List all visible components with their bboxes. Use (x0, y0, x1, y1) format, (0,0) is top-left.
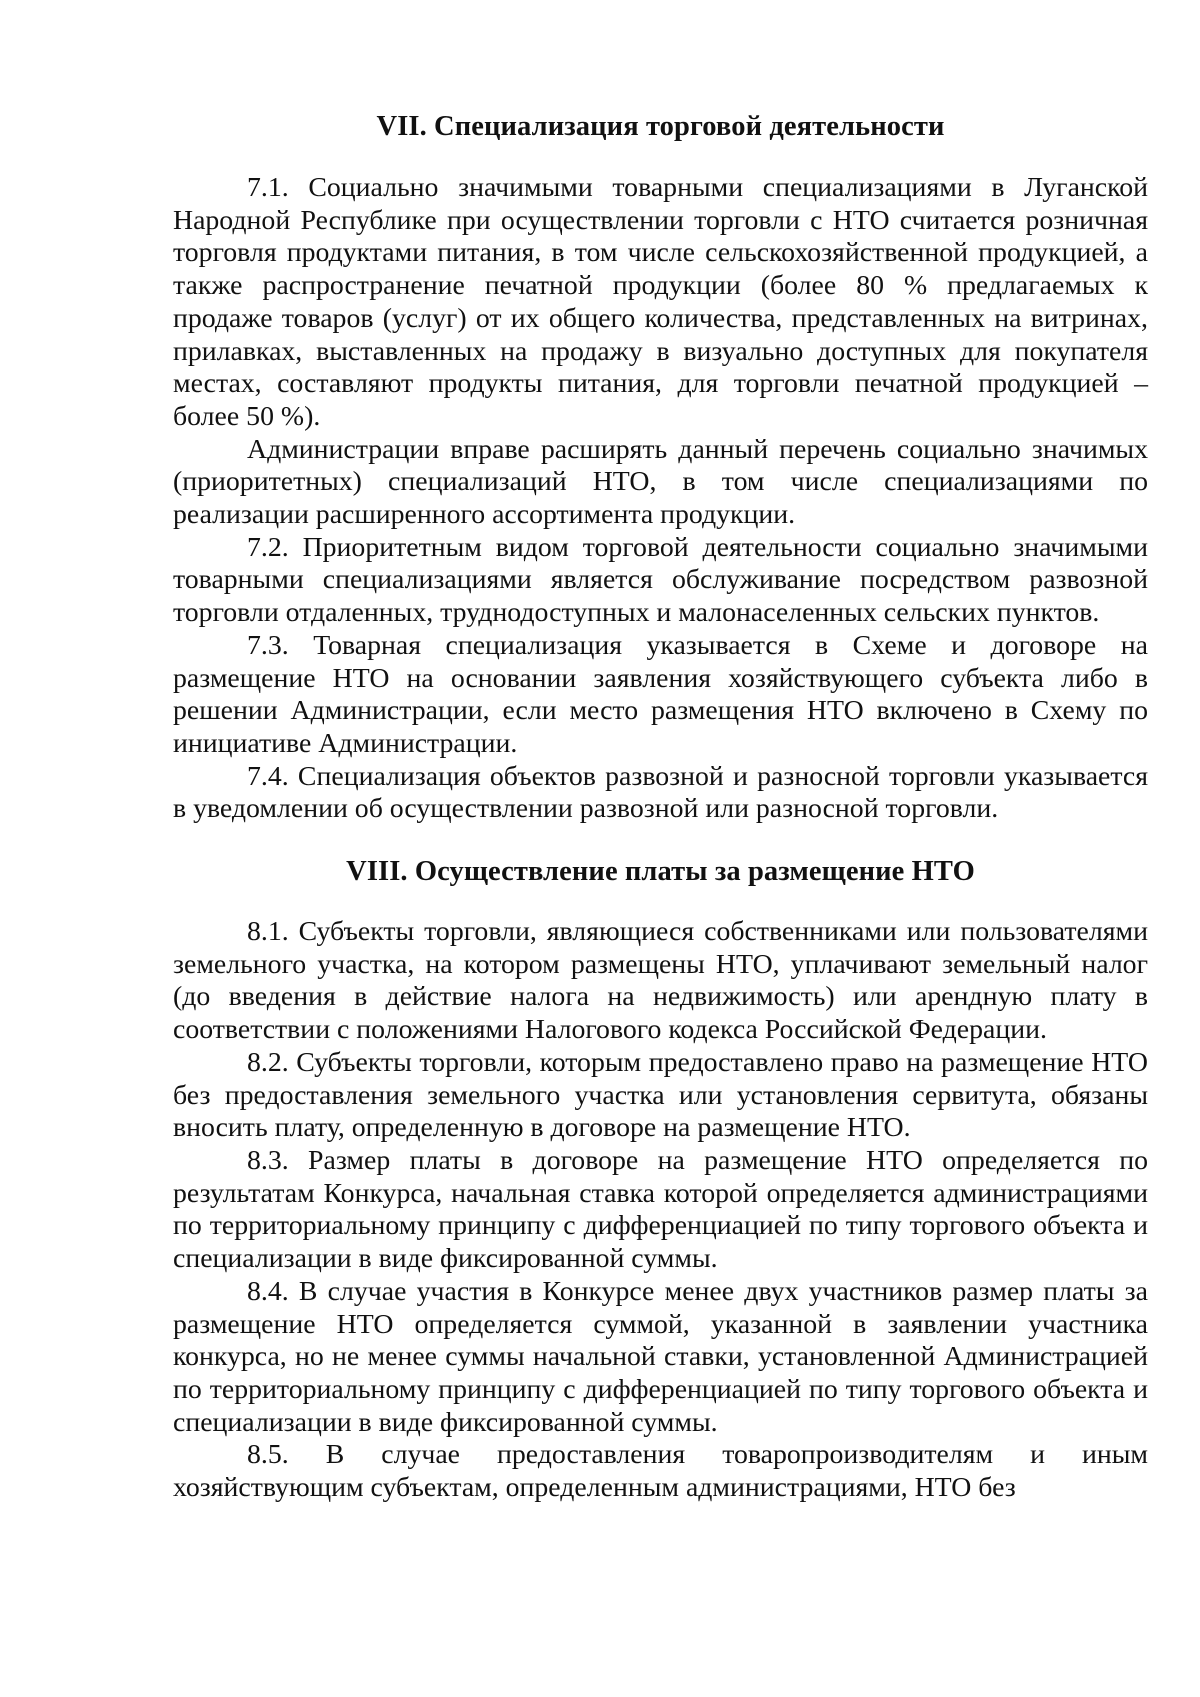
paragraph-7-2: 7.2. Приоритетным видом торговой деятельности социально значимыми товарными специализациями является обслуживание посредством развозной торговли отдаленных, труднодоступных и малонаселенных сельских пунктов. (173, 531, 1148, 629)
paragraph-8-5: 8.5. В случае предоставления товаропроизводителям и иным хозяйствующим субъектам, определенным администрациями, НТО без (173, 1439, 1148, 1504)
paragraph-8-4: 8.4. В случае участия в Конкурсе менее двух участников размер платы за размещение НТО определяется суммой, указанной в заявлении участника конкурса, но не менее суммы начальной ставки, установленной Администрацией по территориальному принципу с дифференциацией по типу торгового объекта и специализации в виде фиксированной суммы. (173, 1275, 1148, 1438)
paragraph-8-3: 8.3. Размер платы в договоре на размещение НТО определяется по результатам Конкурса, начальная ставка которой определяется администрациями по территориальному принципу с дифференциацией по типу торгового объекта и специализации в виде фиксированной суммы. (173, 1144, 1148, 1275)
paragraph-8-2: 8.2. Субъекты торговли, которым предоставлено право на размещение НТО без предоставления земельного участка или установления сервитута, обязаны вносить плату, определенную в договоре на размещение НТО. (173, 1046, 1148, 1144)
paragraph-7-1: 7.1. Социально значимыми товарными специализациями в Луганской Народной Республике при осуществлении торговли с НТО считается розничная торговля продуктами питания, в том числе сельскохозяйственной продукцией, а также распространение печатной продукции (более 80 % предлагаемых к продаже товаров (услуг) от их общего количества, представленных на витринах, прилавках, выставленных на продажу в визуально доступных для покупателя местах, составляют продукты питания, для торговли печатной продукцией – более 50 %). (173, 172, 1148, 432)
paragraph-7-4: 7.4. Специализация объектов развозной и разносной торговли указывается в уведомлении об осуществлении развозной или разносной торговли. (173, 760, 1148, 825)
section-title-8: VIII. Осуществление платы за размещение НТО (346, 856, 975, 888)
document-body (173, 110, 1148, 1505)
section-title-7: VII. Специализация торговой деятельности (376, 111, 945, 142)
paragraph-8-1: 8.1. Субъекты торговли, являющиеся собственниками или пользователями земельного участка, на котором размещены НТО, уплачивают земельный налог (до введения в действие налога на недвижимость) или арендную плату в соответствии с положениями Налогового кодекса Российской Федерации. (173, 916, 1148, 1046)
paragraph-7-1-administrations: Администрации вправе расширять данный перечень социально значимых (приоритетных) специализаций НТО, в том числе специализациями по реализации расширенного ассортимента продукции. (173, 433, 1148, 531)
paragraph-7-3: 7.3. Товарная специализация указывается в Схеме и договоре на размещение НТО на основании заявления хозяйствующего субъекта либо в решении Администрации, если место размещения НТО включено в Схему по инициативе Администрации. (173, 629, 1148, 759)
